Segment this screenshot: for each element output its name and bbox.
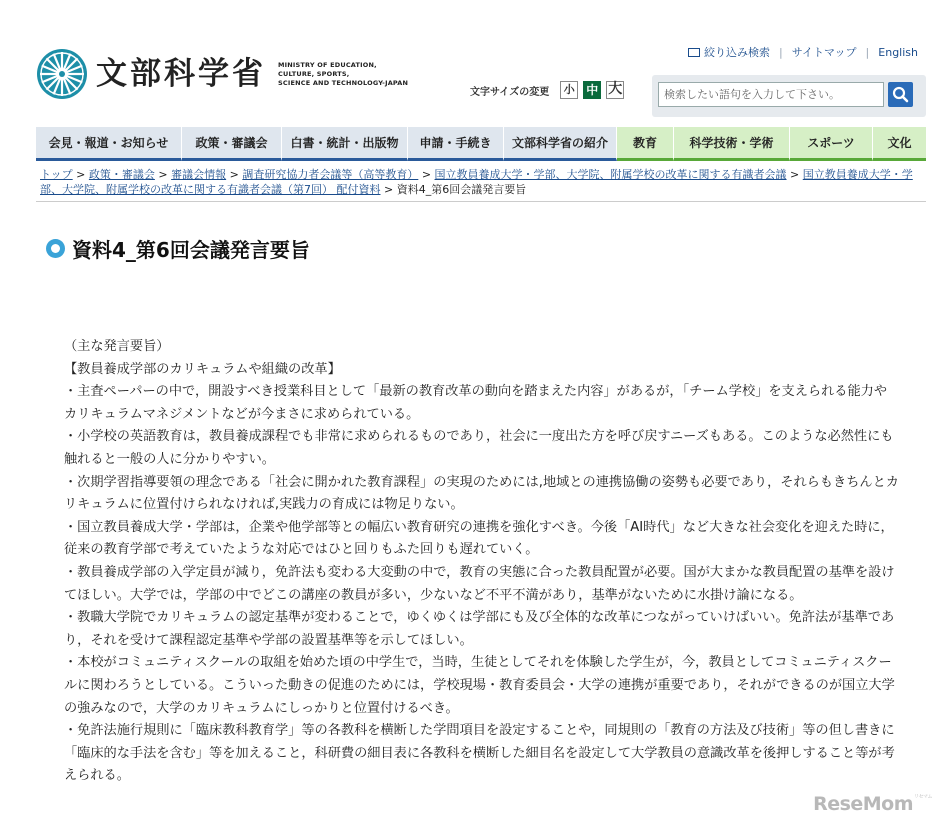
english-link[interactable]: English [878,45,918,59]
breadcrumb-separator: > [226,168,243,181]
breadcrumb-separator: > [418,168,435,181]
content-line: ・国立教員養成大学・学部は，企業や他学部等との幅広い教育研究の連携を強化すべき。今後「AI時代」など大きな社会変化を迎えた時に，従来の教育学部で考えていたような対応ではひと回りもふた回りも遅れていく。 [64,519,894,558]
breadcrumb-separator: > [154,168,172,181]
global-nav [36,127,926,161]
search-box [652,75,926,117]
content-line: 【教員養成学部のカリキュラムや組織の改革】 [64,361,341,377]
nav-about[interactable]: 文部科学省の紹介 [504,127,617,161]
font-size-label: 文字サイズの変更 [470,86,550,98]
breadcrumb-link[interactable]: 調査研究協力者会議等（高等教育） [242,168,419,181]
content-line: ・本校がコミュニティスクールの取組を始めた頃の中学生で，当時，生徒としてそれを体験した学生が，今，教員としてコミュニティスクールに関わろうとしている。こういった動きの促進のためには，学校現場・教育委員会・大学の連携が重要であり，それができるのが国立大学の強みなので，大学のカリキュラムにしっかりと位置付けるべき。 [64,655,895,716]
content-line: ・主査ペーパーの中で，開設すべき授業科目として「最新の教育改革の動向を踏まえた内容」があるが，「チーム学校」を支えられる能力やカリキュラムマネジメントなどが今まさに求められている。 [64,384,888,422]
logo-english-name [278,61,408,88]
main-content [64,336,900,788]
content-line: ・次期学習指導要領の理念である「社会に開かれた教育課程」の実現のためには,地域との連携協働の姿勢も必要であり，それらもきちんとカリキュラムに位置付けられなければ,実践力の育成には物足りない。 [64,474,899,513]
mext-emblem-icon [36,48,88,100]
breadcrumb-link[interactable]: 国立教員養成大学・学部、大学院、附属学校の改革に関する有識者会議 [434,168,787,181]
logo-en-line: MINISTRY OF EDUCATION, [278,60,377,69]
nav-education[interactable]: 教育 [617,127,674,161]
nav-sports[interactable]: スポーツ [790,127,873,161]
content-line: ・教員養成学部の入学定員が減り，免許法も変わる大変動の中で，教育の実態に合った教員配置が必要。国が大まかな教員配置の基準を設けてほしい。大学では，学部の中でどこの講座の教員が多い，少ないなど不平不満があり，基準がないために水掛け論になる。 [64,564,895,603]
nav-culture[interactable]: 文化 [873,127,926,161]
content-line: ・教職大学院でカリキュラムの認定基準が変わることで，ゆくゆくは学部にも及び全体的な改革につながっていけばいい。免許法が基準であり，それを受けて課程認定基準や学部の設置基準等を示してほしい。 [64,610,895,648]
content-line: ・免許法施行規則に「臨床教科教育学」等の各教科を横断した学問項目を設定することや，同規則の「教育の方法及び技術」等の但し書きに「臨床的な手法を含む」等を加えること，科研費の細目表に各教科を横断した細目名を設定して大学教員の意識改革を後押しすること等が考えられる。 [64,723,895,784]
nav-science[interactable]: 科学技術・学術 [674,127,790,161]
breadcrumb-link[interactable]: トップ [40,168,73,181]
breadcrumb-separator: > [380,183,397,196]
resemom-watermark [813,793,932,815]
font-size-control [470,81,624,99]
watermark-sup: リセマム [914,794,932,800]
content-line: （主な発言要旨） [64,339,170,354]
site-logo[interactable] [36,48,408,100]
search-button[interactable] [888,82,913,107]
page-title: 資料4_第6回会議発言要旨 [72,238,310,262]
nav-policy[interactable]: 政策・審議会 [182,127,282,161]
breadcrumb [40,167,920,197]
font-size-large-button[interactable]: 大 [608,81,623,97]
search-icon [888,82,913,107]
page-heading [46,234,310,263]
divider: | [779,45,783,59]
breadcrumb-separator: > [72,168,89,181]
logo-wordmark: 文部科学省 [96,55,266,92]
watermark-text: ReseMom [813,793,914,815]
heading-bullet-icon [46,239,65,258]
search-input[interactable] [658,82,884,107]
utility-links [688,44,918,60]
filter-search-icon [688,48,700,57]
content-line: ・小学校の英語教育は，教員養成課程でも非常に求められるものであり，社会に一度出た方を呼び戻すニーズもある。このような必然性にも触れると一般の人に分かりやすい。 [64,429,894,467]
nav-application[interactable]: 申請・手続き [408,127,504,161]
divider: | [865,45,870,59]
breadcrumb-link[interactable]: 審議会情報 [171,168,227,181]
font-size-small-button[interactable]: 小 [560,81,578,99]
font-size-medium-button[interactable]: 中 [583,81,601,99]
nav-whitepaper[interactable]: 白書・統計・出版物 [282,127,408,161]
nav-press[interactable]: 会見・報道・お知らせ [36,127,182,161]
breadcrumb-link[interactable]: 政策・審議会 [88,168,155,181]
breadcrumb-separator: > [786,168,803,181]
breadcrumb-divider [36,201,926,202]
filter-search-link[interactable]: 絞り込み検索 [704,46,771,59]
logo-en-line: CULTURE, SPORTS, [278,69,350,78]
breadcrumb-link[interactable]: 国立教員養成大学・学部、大学院、附属学校の改革に関する有識者会議（第7回） 配付資料 [40,168,913,196]
logo-en-line: SCIENCE AND TECHNOLOGY-JAPAN [278,78,409,87]
sitemap-link[interactable]: サイトマップ [791,46,857,59]
breadcrumb-current: 資料4_第6回会議発言要旨 [396,183,527,196]
